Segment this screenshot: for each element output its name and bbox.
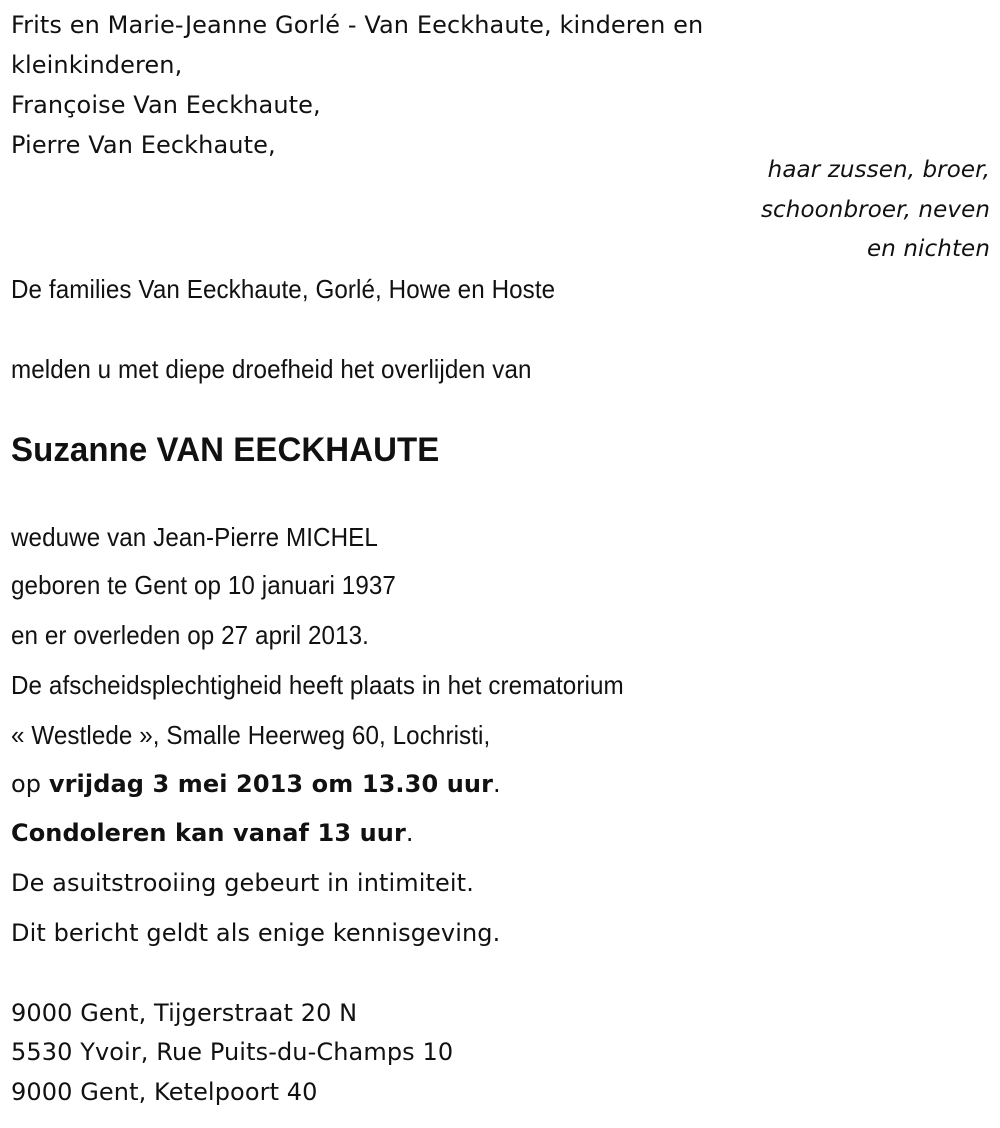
- relation-line: haar zussen, broer,: [767, 157, 990, 183]
- condolences-line: [11, 818, 414, 848]
- ceremony-date-prefix: op: [11, 770, 49, 798]
- announcement-line: melden u met diepe droefheid het overlijden van: [11, 354, 532, 384]
- address-line: 9000 Gent, Ketelpoort 40: [11, 1078, 318, 1106]
- ceremony-date-suffix: .: [493, 770, 501, 798]
- ashes-line: De asuitstrooiing gebeurt in intimiteit.: [11, 869, 474, 897]
- ceremony-date-line: [11, 769, 501, 799]
- death-line: en er overleden op 27 april 2013.: [11, 620, 369, 650]
- ceremony-location-line: « Westlede », Smalle Heerweg 60, Lochristi,: [11, 720, 491, 750]
- ceremony-line: De afscheidsplechtigheid heeft plaats in het crematorium: [11, 670, 624, 700]
- notice-only-line: Dit bericht geldt als enige kennisgeving.: [11, 919, 501, 947]
- birth-line: geboren te Gent op 10 januari 1937: [11, 570, 396, 600]
- deceased-name: Suzanne VAN EECKHAUTE: [11, 431, 440, 469]
- relation-line: en nichten: [867, 236, 990, 262]
- family-line: kleinkinderen,: [11, 51, 183, 79]
- ceremony-date: vrijdag 3 mei 2013 om 13.30 uur: [48, 770, 494, 798]
- relation-line: schoonbroer, neven: [760, 197, 990, 223]
- family-line: Françoise Van Eeckhaute,: [11, 91, 321, 119]
- widow-of-line: weduwe van Jean-Pierre MICHEL: [11, 522, 378, 552]
- family-line: Frits en Marie-Jeanne Gorlé - Van Eeckhaute, kinderen en: [11, 11, 704, 39]
- families-line: De families Van Eeckhaute, Gorlé, Howe en Hoste: [11, 274, 556, 304]
- family-line: Pierre Van Eeckhaute,: [11, 131, 276, 159]
- address-line: 9000 Gent, Tijgerstraat 20 N: [11, 999, 358, 1027]
- condolences-suffix: .: [405, 819, 414, 847]
- address-line: 5530 Yvoir, Rue Puits-du-Champs 10: [11, 1038, 454, 1066]
- condolences-text: Condoleren kan vanaf 13 uur: [11, 819, 406, 847]
